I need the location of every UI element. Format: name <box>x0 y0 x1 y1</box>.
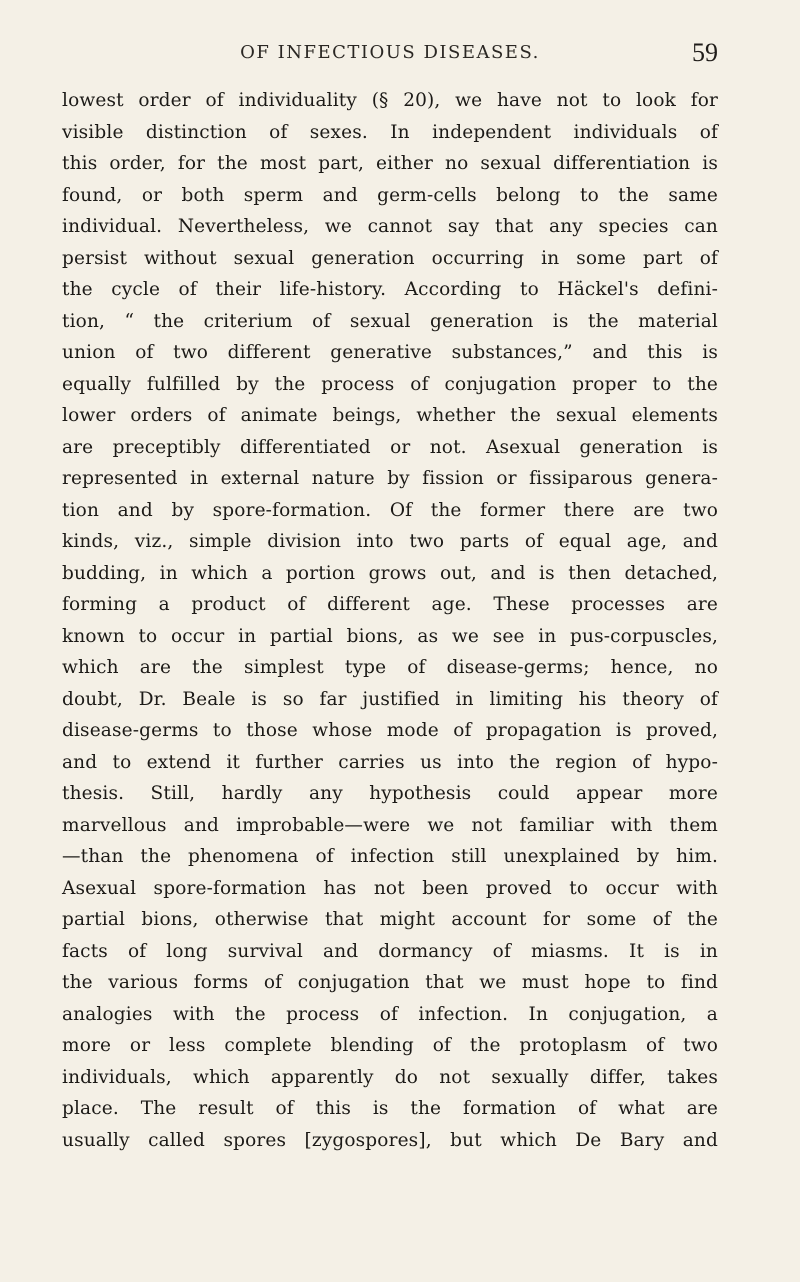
text-line: analogies with the process of infection. In conjugation, a <box>62 1003 718 1025</box>
text-line: budding, in which a portion grows out, and is then detached, <box>62 562 718 584</box>
text-line: thesis. Still, hardly any hypothesis could appear more <box>62 783 718 804</box>
text-line: this order, for the most part, either no sexual differentiation is <box>62 153 718 174</box>
text-line: which are the simplest type of disease-germs; hence, no <box>62 657 718 678</box>
text-line: Asexual spore-formation has not been proved to occur with <box>62 877 718 899</box>
running-title: OF INFECTIOUS DISEASES. <box>240 42 540 63</box>
text-line: disease-germs to those whose mode of propagation is proved, <box>62 720 718 741</box>
text-line: persist without sexual generation occurring in some part of <box>62 247 718 269</box>
running-header <box>62 38 718 78</box>
text-line: union of two different generative substances,” and this is <box>62 342 718 363</box>
text-line: individual. Nevertheless, we cannot say that any species can <box>62 216 718 237</box>
text-line: lowest order of individuality (§ 20), we have not to look for <box>62 90 718 111</box>
text-line: doubt, Dr. Beale is so far justified in limiting his theory of <box>62 688 718 710</box>
text-line: known to occur in partial bions, as we see in pus-corpuscles, <box>62 625 718 647</box>
text-line: kinds, viz., simple division into two parts of equal age, and <box>62 531 718 552</box>
text-line: —than the phenomena of infection still unexplained by him. <box>62 846 718 867</box>
text-line: marvellous and improbable—were we not familiar with them <box>62 814 718 836</box>
text-line: tion and by spore-formation. Of the former there are two <box>62 499 718 521</box>
body-text <box>62 85 718 1156</box>
text-line: and to extend it further carries us into the region of hypo- <box>62 751 718 773</box>
text-line: represented in external nature by fission or fissiparous genera- <box>62 468 718 489</box>
text-line: place. The result of this is the formation of what are <box>62 1098 718 1119</box>
text-line: are preceptibly differentiated or not. Asexual generation is <box>62 436 718 458</box>
text-line: facts of long survival and dormancy of miasms. It is in <box>62 940 718 962</box>
text-line: found, or both sperm and germ-cells belong to the same <box>62 184 718 206</box>
text-line: the various forms of conjugation that we must hope to find <box>62 972 718 993</box>
text-line: equally fulfilled by the process of conjugation proper to the <box>62 373 718 395</box>
page-number: 59 <box>692 38 718 67</box>
text-line: individuals, which apparently do not sexually differ, takes <box>62 1066 718 1088</box>
text-line: tion, “ the criterium of sexual generation is the material <box>62 310 718 332</box>
text-line: partial bions, otherwise that might account for some of the <box>62 909 718 930</box>
text-line: lower orders of animate beings, whether the sexual elements <box>62 405 718 426</box>
text-line: usually called spores [zygospores], but which De Bary and <box>62 1129 718 1151</box>
text-line: more or less complete blending of the protoplasm of two <box>62 1035 718 1056</box>
text-line: the cycle of their life-history. According to Häckel's defini- <box>62 279 718 300</box>
text-line: forming a product of different age. These processes are <box>62 594 718 615</box>
text-line: visible distinction of sexes. In independent individuals of <box>62 121 718 143</box>
